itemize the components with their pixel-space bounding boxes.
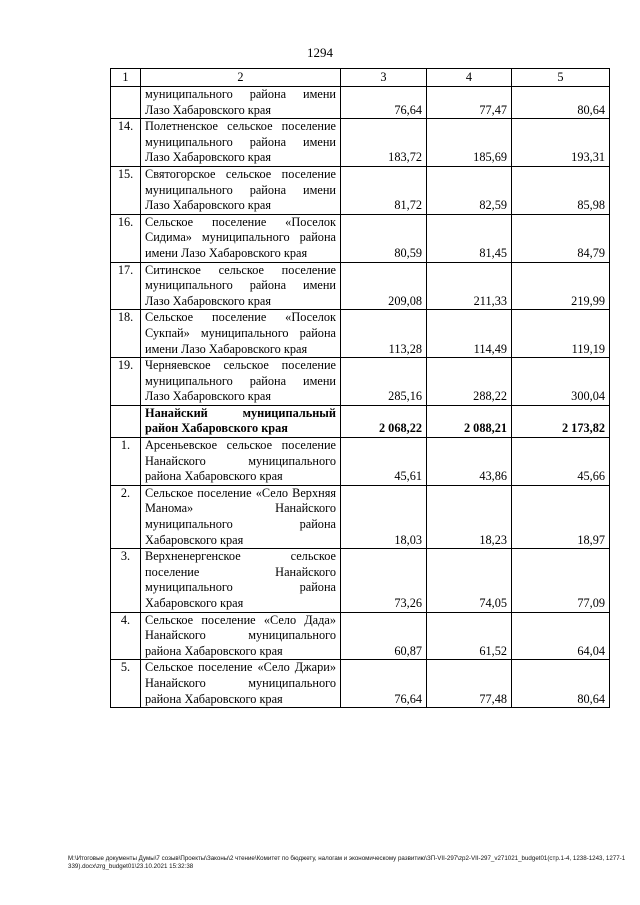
value-col3: 285,16 [341,358,427,406]
value-col3: 18,03 [341,485,427,548]
settlement-name: Ситинское сельское поселение муниципального района имени Лазо Хабаровского края [141,262,341,310]
value-col5: 80,64 [512,660,610,708]
value-col3: 113,28 [341,310,427,358]
value-col5: 119,19 [512,310,610,358]
value-col3: 60,87 [341,612,427,660]
value-col5: 77,09 [512,549,610,612]
value-col4: 185,69 [427,119,512,167]
row-number: 14. [111,119,141,167]
settlement-name: Сельское поселение «Село Дада» Нанайского муниципального района Хабаровского края [141,612,341,660]
value-col5: 18,97 [512,485,610,548]
column-header: 3 [341,69,427,87]
district-total-row [111,405,610,437]
file-path-footer: M:\Итоговые документы Думы\7 созыв\Проекты\Законы\2 чтение\Комитет по бюджету, налогам и экономическому развитию\ЗП-VII-297\zp2-VII-297_v271021_budget01(стр.1-4, 1238-1243, 1277-1339).docx\zrg_budget01\23.10.2021 15:32:38 [68,855,626,870]
value-col3: 45,61 [341,438,427,486]
settlement-name: Полетненское сельское поселение муниципального района имени Лазо Хабаровского края [141,119,341,167]
row-number: 2. [111,485,141,548]
row-number: 19. [111,358,141,406]
table-row [111,549,610,612]
value-col4: 18,23 [427,485,512,548]
value-col4: 81,45 [427,214,512,262]
table-row [111,166,610,214]
settlement-name: муниципального района имени Лазо Хабаровского края [141,87,341,119]
value-col3: 73,26 [341,549,427,612]
table-row [111,660,610,708]
row-number: 3. [111,549,141,612]
value-col5: 193,31 [512,119,610,167]
table-row [111,310,610,358]
settlement-name: Сельское поселение «Село Джари» Нанайского муниципального района Хабаровского края [141,660,341,708]
row-number: 16. [111,214,141,262]
budget-table [110,68,610,708]
row-number: 15. [111,166,141,214]
settlement-name: Черняевское сельское поселение муниципального района имени Лазо Хабаровского края [141,358,341,406]
column-header: 4 [427,69,512,87]
table-row [111,485,610,548]
value-col4: 114,49 [427,310,512,358]
value-col3: 183,72 [341,119,427,167]
row-number: 1. [111,438,141,486]
value-col3: 76,64 [341,87,427,119]
table-row [111,612,610,660]
row-number: 4. [111,612,141,660]
settlement-name: Верхненергенское сельское поселение Нанайского муниципального района Хабаровского края [141,549,341,612]
value-col4: 77,47 [427,87,512,119]
value-col4: 288,22 [427,358,512,406]
value-col4: 211,33 [427,262,512,310]
value-col4: 61,52 [427,612,512,660]
value-col5: 84,79 [512,214,610,262]
row-number: 5. [111,660,141,708]
row-number [111,405,141,437]
value-col3: 80,59 [341,214,427,262]
value-col5: 80,64 [512,87,610,119]
table-row [111,87,610,119]
table-row [111,119,610,167]
settlement-name: Сельское поселение «Поселок Сидима» муниципального района имени Лазо Хабаровского края [141,214,341,262]
value-col3: 2 068,22 [341,405,427,437]
value-col5: 219,99 [512,262,610,310]
settlement-name: Арсеньевское сельское поселение Нанайского муниципального района Хабаровского края [141,438,341,486]
page-number: 1294 [307,45,333,60]
value-col5: 2 173,82 [512,405,610,437]
value-col4: 2 088,21 [427,405,512,437]
row-number: 17. [111,262,141,310]
column-header: 2 [141,69,341,87]
row-number [111,87,141,119]
table-row [111,262,610,310]
settlement-name: Сельское поселение «Поселок Сукпай» муниципального района имени Лазо Хабаровского края [141,310,341,358]
value-col5: 45,66 [512,438,610,486]
settlement-name: Сельское поселение «Село Верхняя Манома» Нанайского муниципального района Хабаровского края [141,485,341,548]
column-header: 1 [111,69,141,87]
value-col5: 300,04 [512,358,610,406]
value-col4: 82,59 [427,166,512,214]
value-col5: 64,04 [512,612,610,660]
value-col4: 43,86 [427,438,512,486]
table-row [111,438,610,486]
column-header: 5 [512,69,610,87]
row-number: 18. [111,310,141,358]
value-col4: 74,05 [427,549,512,612]
settlement-name: Нанайский муниципальный район Хабаровского края [141,405,341,437]
value-col5: 85,98 [512,166,610,214]
value-col4: 77,48 [427,660,512,708]
value-col3: 209,08 [341,262,427,310]
table-row [111,358,610,406]
value-col3: 76,64 [341,660,427,708]
value-col3: 81,72 [341,166,427,214]
table-row [111,214,610,262]
table-header-row [111,69,610,87]
settlement-name: Святогорское сельское поселение муниципального района имени Лазо Хабаровского края [141,166,341,214]
